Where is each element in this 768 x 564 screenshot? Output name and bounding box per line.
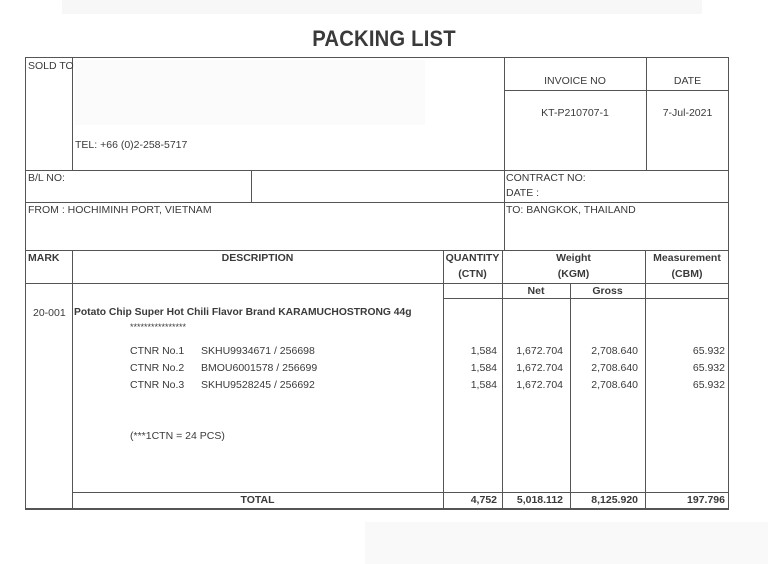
invoice-no-value: KT-P210707-1 <box>541 107 609 119</box>
date-label: DATE <box>673 75 702 87</box>
header-weight: Weight <box>556 252 591 264</box>
container-label: CTNR No.1 <box>130 345 185 357</box>
page-title: PACKING LIST <box>312 26 456 51</box>
header-quantity: QUANTITY <box>445 252 500 264</box>
sold-to-address-redacted <box>75 60 425 125</box>
container-number: SKHU9934671 / 256698 <box>201 345 315 357</box>
container-net: 1,672.704 <box>516 379 563 391</box>
container-measurement: 65.932 <box>692 362 725 374</box>
scan-artifact <box>62 0 702 14</box>
sold-to-tel: TEL: +66 (0)2-258-5717 <box>75 139 188 151</box>
contract-no-label: CONTRACT NO: <box>506 172 586 184</box>
total-label: TOTAL <box>240 494 275 506</box>
container-number: SKHU9528245 / 256692 <box>201 379 315 391</box>
container-quantity: 1,584 <box>470 362 497 374</box>
scan-artifact <box>365 522 768 564</box>
header-mark: MARK <box>28 252 60 264</box>
container-measurement: 65.932 <box>692 345 725 357</box>
header-measurement-unit: (CBM) <box>671 268 703 280</box>
container-measurement: 65.932 <box>692 379 725 391</box>
header-net: Net <box>527 285 545 297</box>
header-measurement: Measurement <box>653 252 721 264</box>
total-gross: 8,125.920 <box>591 494 638 506</box>
date-value: 7-Jul-2021 <box>662 107 713 119</box>
container-gross: 2,708.640 <box>591 345 638 357</box>
container-quantity: 1,584 <box>470 345 497 357</box>
from-port: FROM : HOCHIMINH PORT, VIETNAM <box>28 204 212 216</box>
item-description: Potato Chip Super Hot Chili Flavor Brand KARAMUCHOSTRONG 44g <box>74 307 412 318</box>
packing-note: (***1CTN = 24 PCS) <box>130 430 225 442</box>
total-measurement: 197.796 <box>687 494 725 506</box>
container-net: 1,672.704 <box>516 362 563 374</box>
contract-date-label: DATE : <box>506 187 540 199</box>
header-gross: Gross <box>592 285 623 297</box>
container-label: CTNR No.3 <box>130 379 185 391</box>
item-stars: **************** <box>130 322 187 332</box>
to-destination: TO: BANGKOK, THAILAND <box>506 204 636 216</box>
item-mark: 20-001 <box>33 307 66 319</box>
total-quantity: 4,752 <box>470 494 497 506</box>
sold-to-label: SOLD TO <box>28 60 74 72</box>
header-weight-unit: (KGM) <box>557 268 590 280</box>
container-net: 1,672.704 <box>516 345 563 357</box>
header-quantity-unit: (CTN) <box>458 268 487 280</box>
header-description: DESCRIPTION <box>221 252 294 264</box>
total-net: 5,018.112 <box>516 494 563 506</box>
container-label: CTNR No.2 <box>130 362 185 374</box>
container-quantity: 1,584 <box>470 379 497 391</box>
container-number: BMOU6001578 / 256699 <box>201 362 318 374</box>
bl-no-label: B/L NO: <box>28 172 65 184</box>
invoice-no-label: INVOICE NO <box>544 75 606 87</box>
container-gross: 2,708.640 <box>591 362 638 374</box>
container-gross: 2,708.640 <box>591 379 638 391</box>
